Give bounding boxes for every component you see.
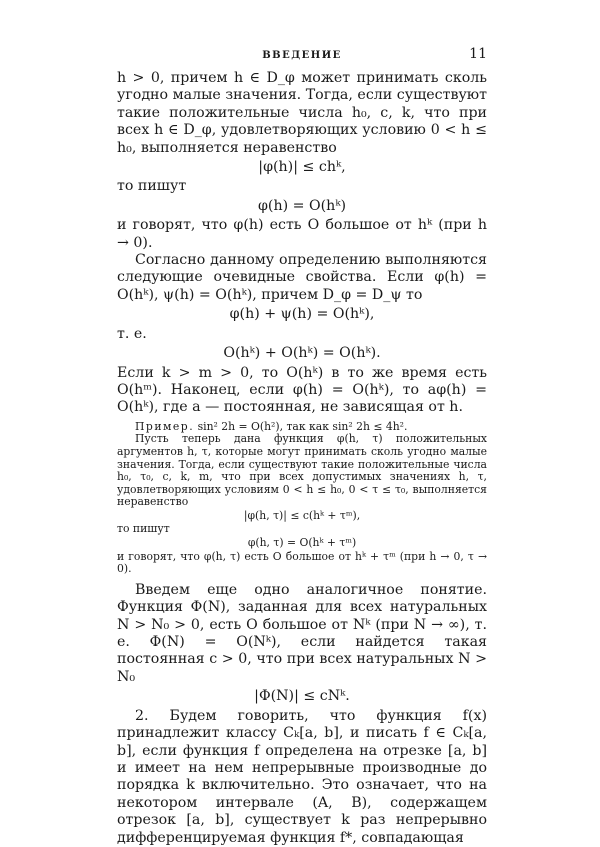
example-label: Пример.: [135, 419, 195, 433]
small-paragraph-then-write: то пишут: [117, 522, 170, 536]
small-print-block: [117, 421, 487, 576]
paragraph-sequence-big-o: Введем еще одно аналогичное понятие. Функция Φ(N), заданная для всех натуральных N > N₀ > 0, есть O большое от Nᵏ (при N → ∞), т. е. Φ(N) = O(Nᵏ), если найдется такая постоянная c > 0, что при всех натуральных N > N₀: [117, 581, 487, 685]
example-text: sin² 2h = O(h²), так как sin² 2h ≤ 4h².: [197, 419, 408, 433]
paragraph-big-o-definition: и говорят, что φ(h) есть O большое от hᵏ (при h → 0).: [117, 217, 487, 251]
small-formula-inequality: |φ(h, τ)| ≤ c(hᵏ + τᵐ),: [243, 508, 361, 522]
page-body: [117, 70, 487, 847]
small-formula-big-o: φ(h, τ) = O(hᵏ + τᵐ): [247, 536, 357, 550]
formula-sum: φ(h) + ψ(h) = O(hᵏ),: [229, 306, 375, 323]
paragraph-class-ck: 2. Будем говорить, что функция f(x) принадлежит классу Cₖ[a, b], и писать f ∈ Cₖ[a, b], если функция f определена на отрезке [a, b] и имеет на нем непрерывные производные до порядка k включительно. Это означает, что на некотором интервале (A, B), содержащем отрезок [a, b], существует k раз непрерывно дифференцируемая функция f*, совпадающая: [117, 707, 487, 846]
formula-sum-o: O(hᵏ) + O(hᵏ) = O(hᵏ).: [223, 345, 381, 362]
formula-big-o: φ(h) = O(hᵏ): [257, 197, 347, 214]
paragraph-ie: т. е.: [117, 325, 147, 342]
paragraph-order-comparison: Если k > m > 0, то O(hᵏ) в то же время есть O(hᵐ). Наконец, если φ(h) = O(hᵏ), то aφ(h) = O(hᵏ), где a — постоянная, не зависящая от h.: [117, 364, 487, 416]
paragraph-properties: Согласно данному определению выполняются следующие очевидные свойства. Если φ(h) = O(hᵏ), ψ(h) = O(hᵏ), причем D_φ = D_ψ то: [117, 252, 487, 303]
small-paragraph-two-args: Пусть теперь дана функция φ(h, τ) положительных аргументов h, τ, которые могут принимать сколь угодно малые значения. Тогда, если существуют такие положительные числа h₀, τ₀, c, k, m, что при всех допустимых значениях h, τ, удовлетворяющих условиям 0 < h ≤ h₀, 0 < τ ≤ τ₀, выполняется неравенство: [117, 432, 487, 509]
running-header: [117, 44, 487, 64]
paragraph-condition: h > 0, причем h ∈ D_φ может принимать сколь угодно малые значения. Тогда, если существуют такие положительные числа h₀, c, k, что при всех h ∈ D_φ, удовлетворяющих условию 0 < h ≤ h₀, выполняется неравенство: [117, 70, 487, 156]
page-number: 11: [469, 46, 487, 62]
header-title: ВВЕДЕНИЕ: [262, 50, 342, 61]
small-paragraph-definition: и говорят, что φ(h, τ) есть O большое от hᵏ + τᵐ (при h → 0, τ → 0).: [117, 549, 487, 576]
formula-sequence-bound: |Φ(N)| ≤ cNᵏ.: [254, 688, 350, 705]
paragraph-then-write: то пишут: [117, 178, 187, 195]
formula-inequality: |φ(h)| ≤ chᵏ,: [258, 159, 346, 176]
